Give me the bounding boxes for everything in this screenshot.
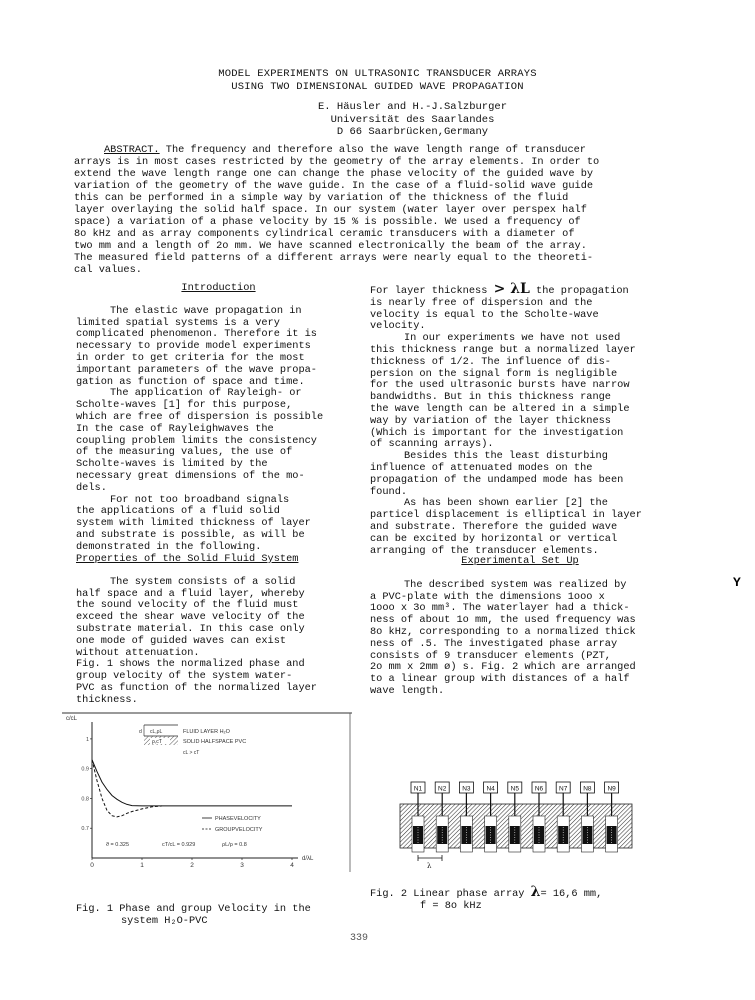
y-tick-label: 0.8 xyxy=(81,796,89,803)
text-line: necessary to provide model experiments xyxy=(76,340,311,353)
text-line: ness of .5. The investigated phase array xyxy=(370,637,618,650)
affiliation: Universität des Saarlandes xyxy=(330,113,495,126)
page-number: 339 xyxy=(350,933,369,944)
setup-body xyxy=(370,580,670,698)
text-line: which are free of dispersion is possible xyxy=(76,410,324,423)
inset-d-label: d xyxy=(139,729,142,735)
inset-fluid-box-label: cL,ρL xyxy=(150,729,163,735)
text-line: of scanning arrays). xyxy=(370,438,494,451)
right-para-2 xyxy=(370,333,670,557)
abstract-line: arrays is in most cases restricted by the geometry of the array elements. In order to xyxy=(74,156,600,168)
text-line: this thickness range but a normalized layer xyxy=(370,343,636,356)
x-tick-label: 4 xyxy=(290,862,294,869)
abstract-line: extend the wave length range one can change the phase velocity of the guided wave by xyxy=(74,168,594,180)
abstract-line: cal values. xyxy=(74,264,142,276)
text-line: 2o mm x 2mm ø) s. Fig. 2 which are arranged xyxy=(370,661,636,674)
y-axis-label: c/cL xyxy=(66,716,78,722)
x-tick-label: 3 xyxy=(240,862,244,869)
right-para-1-first-line xyxy=(370,281,670,298)
text-line: thickness of 1/2. The influence of dis- xyxy=(370,355,611,368)
text-line: the wave length can be altered in a simple xyxy=(370,402,630,415)
left-column-properties xyxy=(76,554,361,707)
text-line: propagation of the undamped mode has been xyxy=(370,473,624,486)
inset-condition-label: cL > cT xyxy=(183,750,200,756)
fig2-caption-prefix: Fig. 2 Linear phase array xyxy=(370,888,525,900)
abstract-line xyxy=(74,144,674,156)
abstract-line: 8o kHz and as array components cylindrical ceramic transducers with a diameter of xyxy=(74,228,575,240)
fig2-caption-line-1 xyxy=(370,884,670,900)
text-line: dels. xyxy=(76,481,107,494)
section-heading-introduction: Introduction xyxy=(181,282,256,294)
title-line-1: MODEL EXPERIMENTS ON ULTRASONIC TRANSDUCER ARRAYS xyxy=(218,68,537,80)
abstract-line: layer overlaying the solid half space. In our system (water layer over perspex half xyxy=(74,204,587,216)
text-line: complicated phenomenon. Therefore it is xyxy=(76,328,317,341)
right-line: velocity. xyxy=(370,320,426,333)
para1-prefix: For layer thickness xyxy=(370,285,488,297)
text-line: As has been shown earlier [2] the xyxy=(404,497,608,510)
fig1-caption-line-2: system H₂O-PVC xyxy=(121,915,208,927)
element-label: N2 xyxy=(438,785,447,793)
text-line: The application of Rayleigh- or xyxy=(110,387,302,400)
chart-annotation: ρL/ρ = 0.8 xyxy=(222,842,247,848)
text-line: 1ooo x 3o mm³. The waterlayer had a thick- xyxy=(370,602,630,615)
element-label: N7 xyxy=(559,785,568,793)
chart-annotation: ϑ = 0.325 xyxy=(106,842,130,848)
text-line: system with limited thickness of layer xyxy=(76,517,311,530)
text-line: Scholte-waves [1] for this purpose, xyxy=(76,399,293,412)
x-tick-label: 2 xyxy=(190,862,194,869)
chart-annotation: cT/cL = 0.929 xyxy=(162,842,196,848)
text-line: The elastic wave propagation in xyxy=(110,304,302,317)
element-label: N6 xyxy=(534,785,544,793)
text-line: gation as function of space and time. xyxy=(76,375,305,388)
legend-label: PHASEVELOCITY xyxy=(215,816,261,822)
fig2-caption-line-2: f = 8o kHz xyxy=(420,900,482,912)
author-block xyxy=(0,101,755,139)
abstract-line: space) a variation of a phase velocity by 15 % is possible. We used a frequency of xyxy=(74,216,581,228)
x-axis-label: d/λL xyxy=(302,856,314,862)
abstract-label: ABSTRACT. xyxy=(104,144,160,156)
text-line: bandwidths. But in this thickness range xyxy=(370,391,611,404)
properties-body xyxy=(76,577,361,707)
abstract-line: The measured field patterns of a different arrays were nearly equal to the theoreti- xyxy=(74,252,594,264)
y-tick-label: 1 xyxy=(85,736,89,743)
text-line: without attenuation. xyxy=(76,646,200,659)
text-line: Fig. 1 shows the normalized phase and xyxy=(76,658,305,671)
text-line: PVC as function of the normalized layer xyxy=(76,681,317,694)
text-line: wave length. xyxy=(370,684,445,697)
text-line: persion on the signal form is negligible xyxy=(370,367,618,380)
abstract xyxy=(74,144,674,276)
series-line-phasevelocity xyxy=(92,760,292,806)
text-line: Scholte-waves is limited by the xyxy=(76,458,268,471)
title-line-2: USING TWO DIMENSIONAL GUIDED WAVE PROPAGATION xyxy=(231,81,524,93)
left-column-introduction xyxy=(76,283,361,554)
text-line: a PVC-plate with the dimensions 1ooo x xyxy=(370,590,605,603)
text-line: exceed the shear wave velocity of the xyxy=(76,611,305,624)
text-line: In our experiments we have not used xyxy=(404,332,621,345)
abstract-text: The frequency and therefore also the wave length range of transducer xyxy=(159,144,586,156)
text-line: arranging of the transducer elements. xyxy=(370,544,599,557)
margin-mark: Y xyxy=(733,575,741,590)
text-line: to a linear group with distances of a half xyxy=(370,673,630,686)
element-label: N5 xyxy=(510,785,519,793)
fig1-caption-line-1: Fig. 1 Phase and group Velocity in the xyxy=(76,903,311,915)
introduction-body xyxy=(76,306,361,554)
text-line: ness of about 1o mm, the used frequency was xyxy=(370,614,636,627)
paper-title xyxy=(0,68,755,94)
para1-text: the propagation xyxy=(536,285,629,297)
text-line: 8o kHz, corresponding to a normalized thick xyxy=(370,625,636,638)
element-label: N9 xyxy=(607,785,616,793)
text-line: influence of attenuated modes on the xyxy=(370,461,593,474)
text-line: Besides this the least disturbing xyxy=(404,450,608,463)
abstract-line: two mm and a length of 2o mm. We have scanned electronically the beam of the array. xyxy=(74,240,587,252)
text-line: consists of 9 transducer elements (PZT, xyxy=(370,649,611,662)
element-label: N8 xyxy=(583,785,592,793)
text-line: particel displacement is elliptical in layer xyxy=(370,509,642,522)
text-line: limited spatial systems is a very xyxy=(76,316,280,329)
element-label: N4 xyxy=(486,785,495,793)
fig2-caption-lambda: λ xyxy=(530,884,541,900)
text-line: and substrate. Therefore the guided wave xyxy=(370,520,618,533)
legend-label: GROUPVELOCITY xyxy=(215,827,263,833)
inset-solid-label: SOLID HALFSPACE PVC xyxy=(183,739,247,745)
text-line: substrate material. In this case only xyxy=(76,622,305,635)
inset-fluid-label: FLUID LAYER H₂O xyxy=(183,729,230,735)
abstract-line: this can be performed in a simple way by variation of the thickness of the fluid xyxy=(74,192,569,204)
text-line: in order to get criteria for the most xyxy=(76,351,305,364)
lambda-dimension-label: λ xyxy=(427,862,432,870)
y-tick-label: 0.7 xyxy=(81,826,89,833)
fig2-transducer-array-diagram xyxy=(396,778,636,870)
section-heading-experimental-setup: Experimental Set Up xyxy=(461,555,579,567)
text-line: necessary great dimensions of the mo- xyxy=(76,469,305,482)
text-line: The system consists of a solid xyxy=(110,575,296,588)
text-line: For not too broadband signals xyxy=(110,493,290,506)
address: D 66 Saarbrücken,Germany xyxy=(336,126,489,138)
element-label: N1 xyxy=(413,785,423,793)
text-line: demonstrated in the following. xyxy=(76,540,262,553)
fig1-chart xyxy=(62,712,354,872)
text-line: The described system was realized by xyxy=(404,578,627,591)
right-line: is nearly free of dispersion and the xyxy=(370,296,593,309)
authors: E. Häusler and H.-J.Salzburger xyxy=(317,101,508,113)
text-line: way by variation of the layer thickness xyxy=(370,414,611,427)
text-line: can be excited by horizontal or vertical xyxy=(370,532,618,545)
section-heading-properties: Properties of the Solid Fluid System xyxy=(76,553,299,565)
text-line: group velocity of the system water- xyxy=(76,670,293,683)
y-tick-label: 0.9 xyxy=(81,766,89,773)
text-line: found. xyxy=(370,485,408,498)
text-line: In the case of Rayleighwaves the xyxy=(76,422,274,435)
fig1-caption xyxy=(76,903,366,927)
text-line: (Which is important for the investigation xyxy=(370,426,624,439)
text-line: thickness. xyxy=(76,693,138,706)
right-column-setup xyxy=(370,556,670,698)
text-line: coupling problem limits the consistency xyxy=(76,434,317,447)
right-line: velocity is equal to the Scholte-wave xyxy=(370,308,599,321)
series-line-groupvelocity xyxy=(92,760,162,817)
text-line: for the used ultrasonic bursts have narrow xyxy=(370,379,630,392)
text-line: half space and a fluid layer, whereby xyxy=(76,587,305,600)
lambda-symbol: > λL xyxy=(493,281,530,297)
x-tick-label: 0 xyxy=(90,862,94,869)
inset-solid-box-label: ρ,cT xyxy=(152,739,162,745)
fig2-caption-suffix: = 16,6 mm, xyxy=(540,888,603,900)
right-column-upper xyxy=(370,281,670,557)
text-line: the applications of a fluid solid xyxy=(76,505,280,518)
fig2-caption xyxy=(370,884,670,912)
x-tick-label: 1 xyxy=(140,862,144,869)
text-line: the sound velocity of the fluid must xyxy=(76,599,299,612)
text-line: important parameters of the wave propa- xyxy=(76,363,317,376)
text-line: and substrate is possible, as will be xyxy=(76,528,305,541)
text-line: of the measuring values, the use of xyxy=(76,446,293,459)
abstract-line: variation of the geometry of the wave guide. In the case of a fluid-solid wave guide xyxy=(74,180,594,192)
text-line: one mode of guided waves can exist xyxy=(76,634,287,647)
element-label: N3 xyxy=(462,785,471,793)
